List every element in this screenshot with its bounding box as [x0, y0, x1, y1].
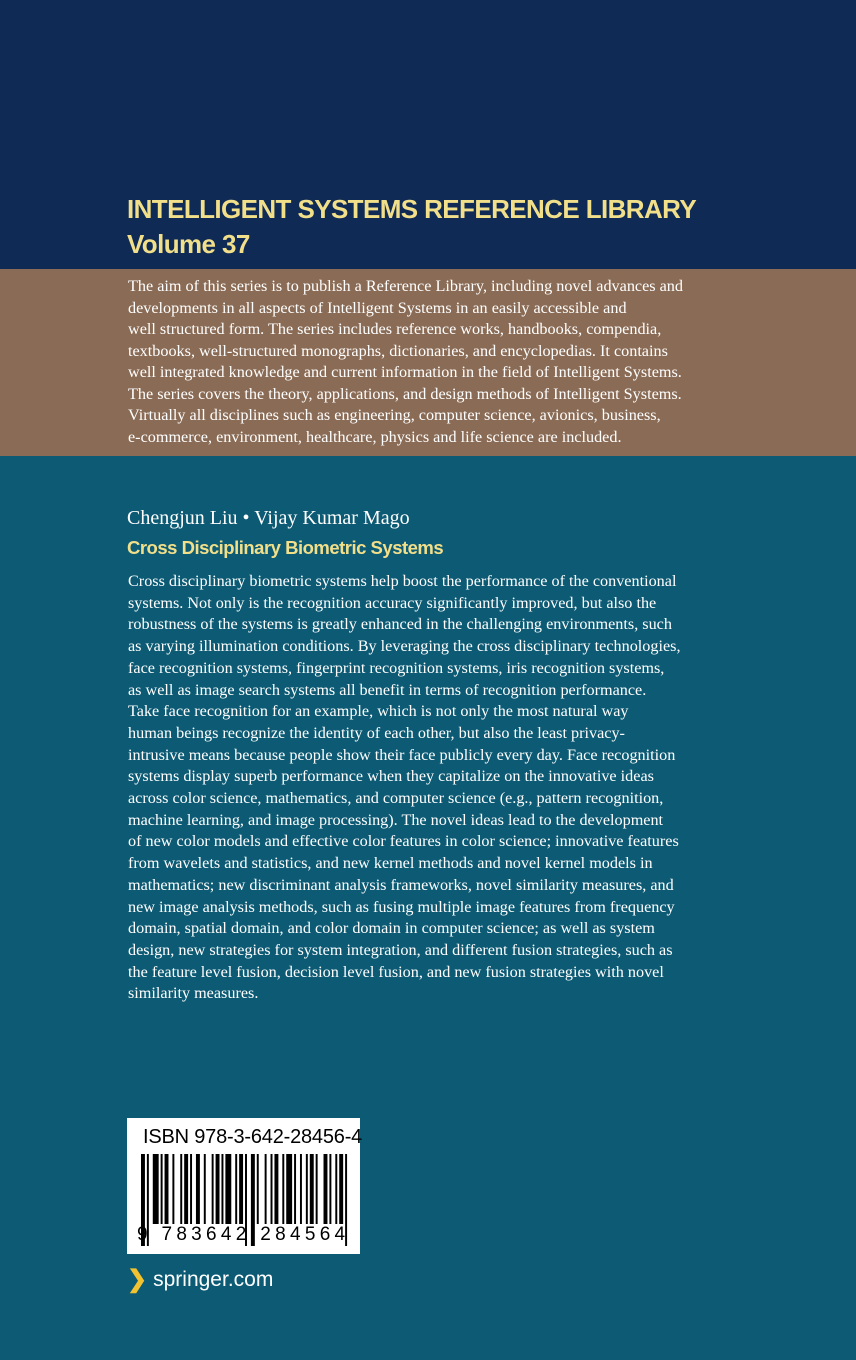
isbn-barcode-box	[127, 1118, 363, 1254]
series-description-line: textbooks, well-structured monographs, dictionaries, and encyclopedias. It contains	[128, 341, 668, 360]
barcode-bar	[180, 1154, 182, 1224]
barcode-bar	[257, 1154, 259, 1224]
series-description-line: well integrated knowledge and current information in the field of Intelligent Systems.	[128, 363, 682, 381]
barcode-bar	[204, 1154, 206, 1224]
barcode-bar	[216, 1154, 220, 1224]
series-description-line: developments in all aspects of Intelligent Systems in an easily accessible and	[128, 298, 627, 317]
isbn-label: ISBN 978-3-642-28456-4	[143, 1126, 363, 1148]
barcode-bar	[196, 1154, 200, 1224]
barcode-digits: 9 783642 284564	[137, 1224, 350, 1245]
series-description-line: Virtually all disciplines such as engineering, computer science, avionics, business,	[128, 406, 661, 424]
series-description-line: The series covers the theory, applications, and design methods of Intelligent Systems.	[128, 384, 682, 403]
abstract-line: as varying illumination conditions. By leveraging the cross disciplinary technologies,	[128, 637, 681, 656]
book-authors: Chengjun Liu • Vijay Kumar Mago	[127, 507, 410, 529]
barcode-bar	[329, 1154, 331, 1224]
publisher-link[interactable]	[127, 1266, 273, 1294]
abstract-line: machine learning, and image processing). The novel ideas lead to the development	[128, 810, 664, 829]
chevron-right-icon: ❯	[127, 1266, 148, 1293]
barcode-bar	[324, 1154, 328, 1224]
abstract-line: from wavelets and statistics, and new kernel methods and novel kernel models in	[128, 854, 653, 873]
abstract-line: as well as image search systems all benefit in terms of recognition performance.	[128, 680, 647, 699]
barcode-bar	[271, 1154, 273, 1224]
abstract-line: robustness of the systems is greatly enhanced in the challenging environments, such	[128, 615, 672, 634]
abstract-line: new image analysis methods, such as fusing multiple image features from frequency	[128, 897, 675, 916]
barcode-bar	[335, 1154, 337, 1224]
barcode-bar	[294, 1154, 296, 1224]
barcode-bar	[265, 1154, 267, 1224]
barcode-bar	[184, 1154, 188, 1224]
abstract-line: of new color models and effective color features in color science; innovative features	[128, 832, 679, 851]
abstract-line: design, new strategies for system integration, and different fusion strategies, such as	[128, 940, 673, 959]
abstract-line: domain, spatial domain, and color domain in computer science; as well as system	[128, 919, 655, 938]
barcode-bar	[190, 1154, 192, 1224]
barcode-bar	[306, 1154, 308, 1224]
barcode-bar	[221, 1154, 223, 1224]
series-title: INTELLIGENT SYSTEMS REFERENCE LIBRARY	[127, 194, 697, 224]
abstract-line: systems display superb performance when they capitalize on the innovative ideas	[128, 767, 654, 786]
barcode-bar	[212, 1154, 214, 1224]
abstract-line: human beings recognize the identity of each other, but also the least privacy-	[128, 723, 625, 742]
abstract-line: Cross disciplinary biometric systems help boost the performance of the conventional	[128, 572, 677, 590]
abstract-line: intrusive means because people show their face publicly every day. Face recognition	[128, 745, 676, 764]
series-description-line: e-commerce, environment, healthcare, physics and life science are included.	[128, 427, 622, 446]
abstract-line: face recognition systems, fingerprint recognition systems, iris recognition systems,	[128, 658, 665, 677]
abstract-line: the feature level fusion, decision level fusion, and new fusion strategies with novel	[128, 962, 664, 981]
barcode-bar	[235, 1154, 237, 1224]
abstract-line: similarity measures.	[128, 984, 259, 1003]
barcode-bar	[225, 1154, 231, 1224]
abstract-line: Take face recognition for an example, which is not only the most natural way	[128, 702, 629, 721]
barcode-bar	[239, 1154, 243, 1224]
series-description-line: well structured form. The series includes reference works, handbooks, compendia,	[128, 320, 662, 338]
publisher-url: springer.com	[153, 1268, 274, 1291]
barcode-bar	[310, 1154, 314, 1224]
barcode-bar	[316, 1154, 318, 1224]
barcode-bar	[339, 1154, 343, 1224]
barcode-bar	[153, 1154, 159, 1224]
series-description	[128, 276, 768, 448]
book-title: Cross Disciplinary Biometric Systems	[127, 537, 444, 558]
barcode-bar	[282, 1154, 284, 1224]
barcode-bar	[286, 1154, 292, 1224]
barcode-bar	[165, 1154, 169, 1224]
abstract-line: mathematics; new discriminant analysis frameworks, novel similarity measures, and	[128, 875, 674, 894]
barcode-bar	[172, 1154, 174, 1224]
abstract-line: systems. Not only is the recognition accuracy significantly improved, but also the	[128, 593, 657, 612]
book-abstract	[128, 571, 768, 1005]
barcode-bar	[274, 1154, 278, 1224]
abstract-line: across color science, mathematics, and computer science (e.g., pattern recognition,	[128, 789, 664, 808]
barcode-bar	[300, 1154, 302, 1224]
series-volume: Volume 37	[127, 229, 250, 259]
series-description-line: The aim of this series is to publish a Reference Library, including novel advances and	[128, 277, 683, 295]
barcode-bar	[161, 1154, 163, 1224]
